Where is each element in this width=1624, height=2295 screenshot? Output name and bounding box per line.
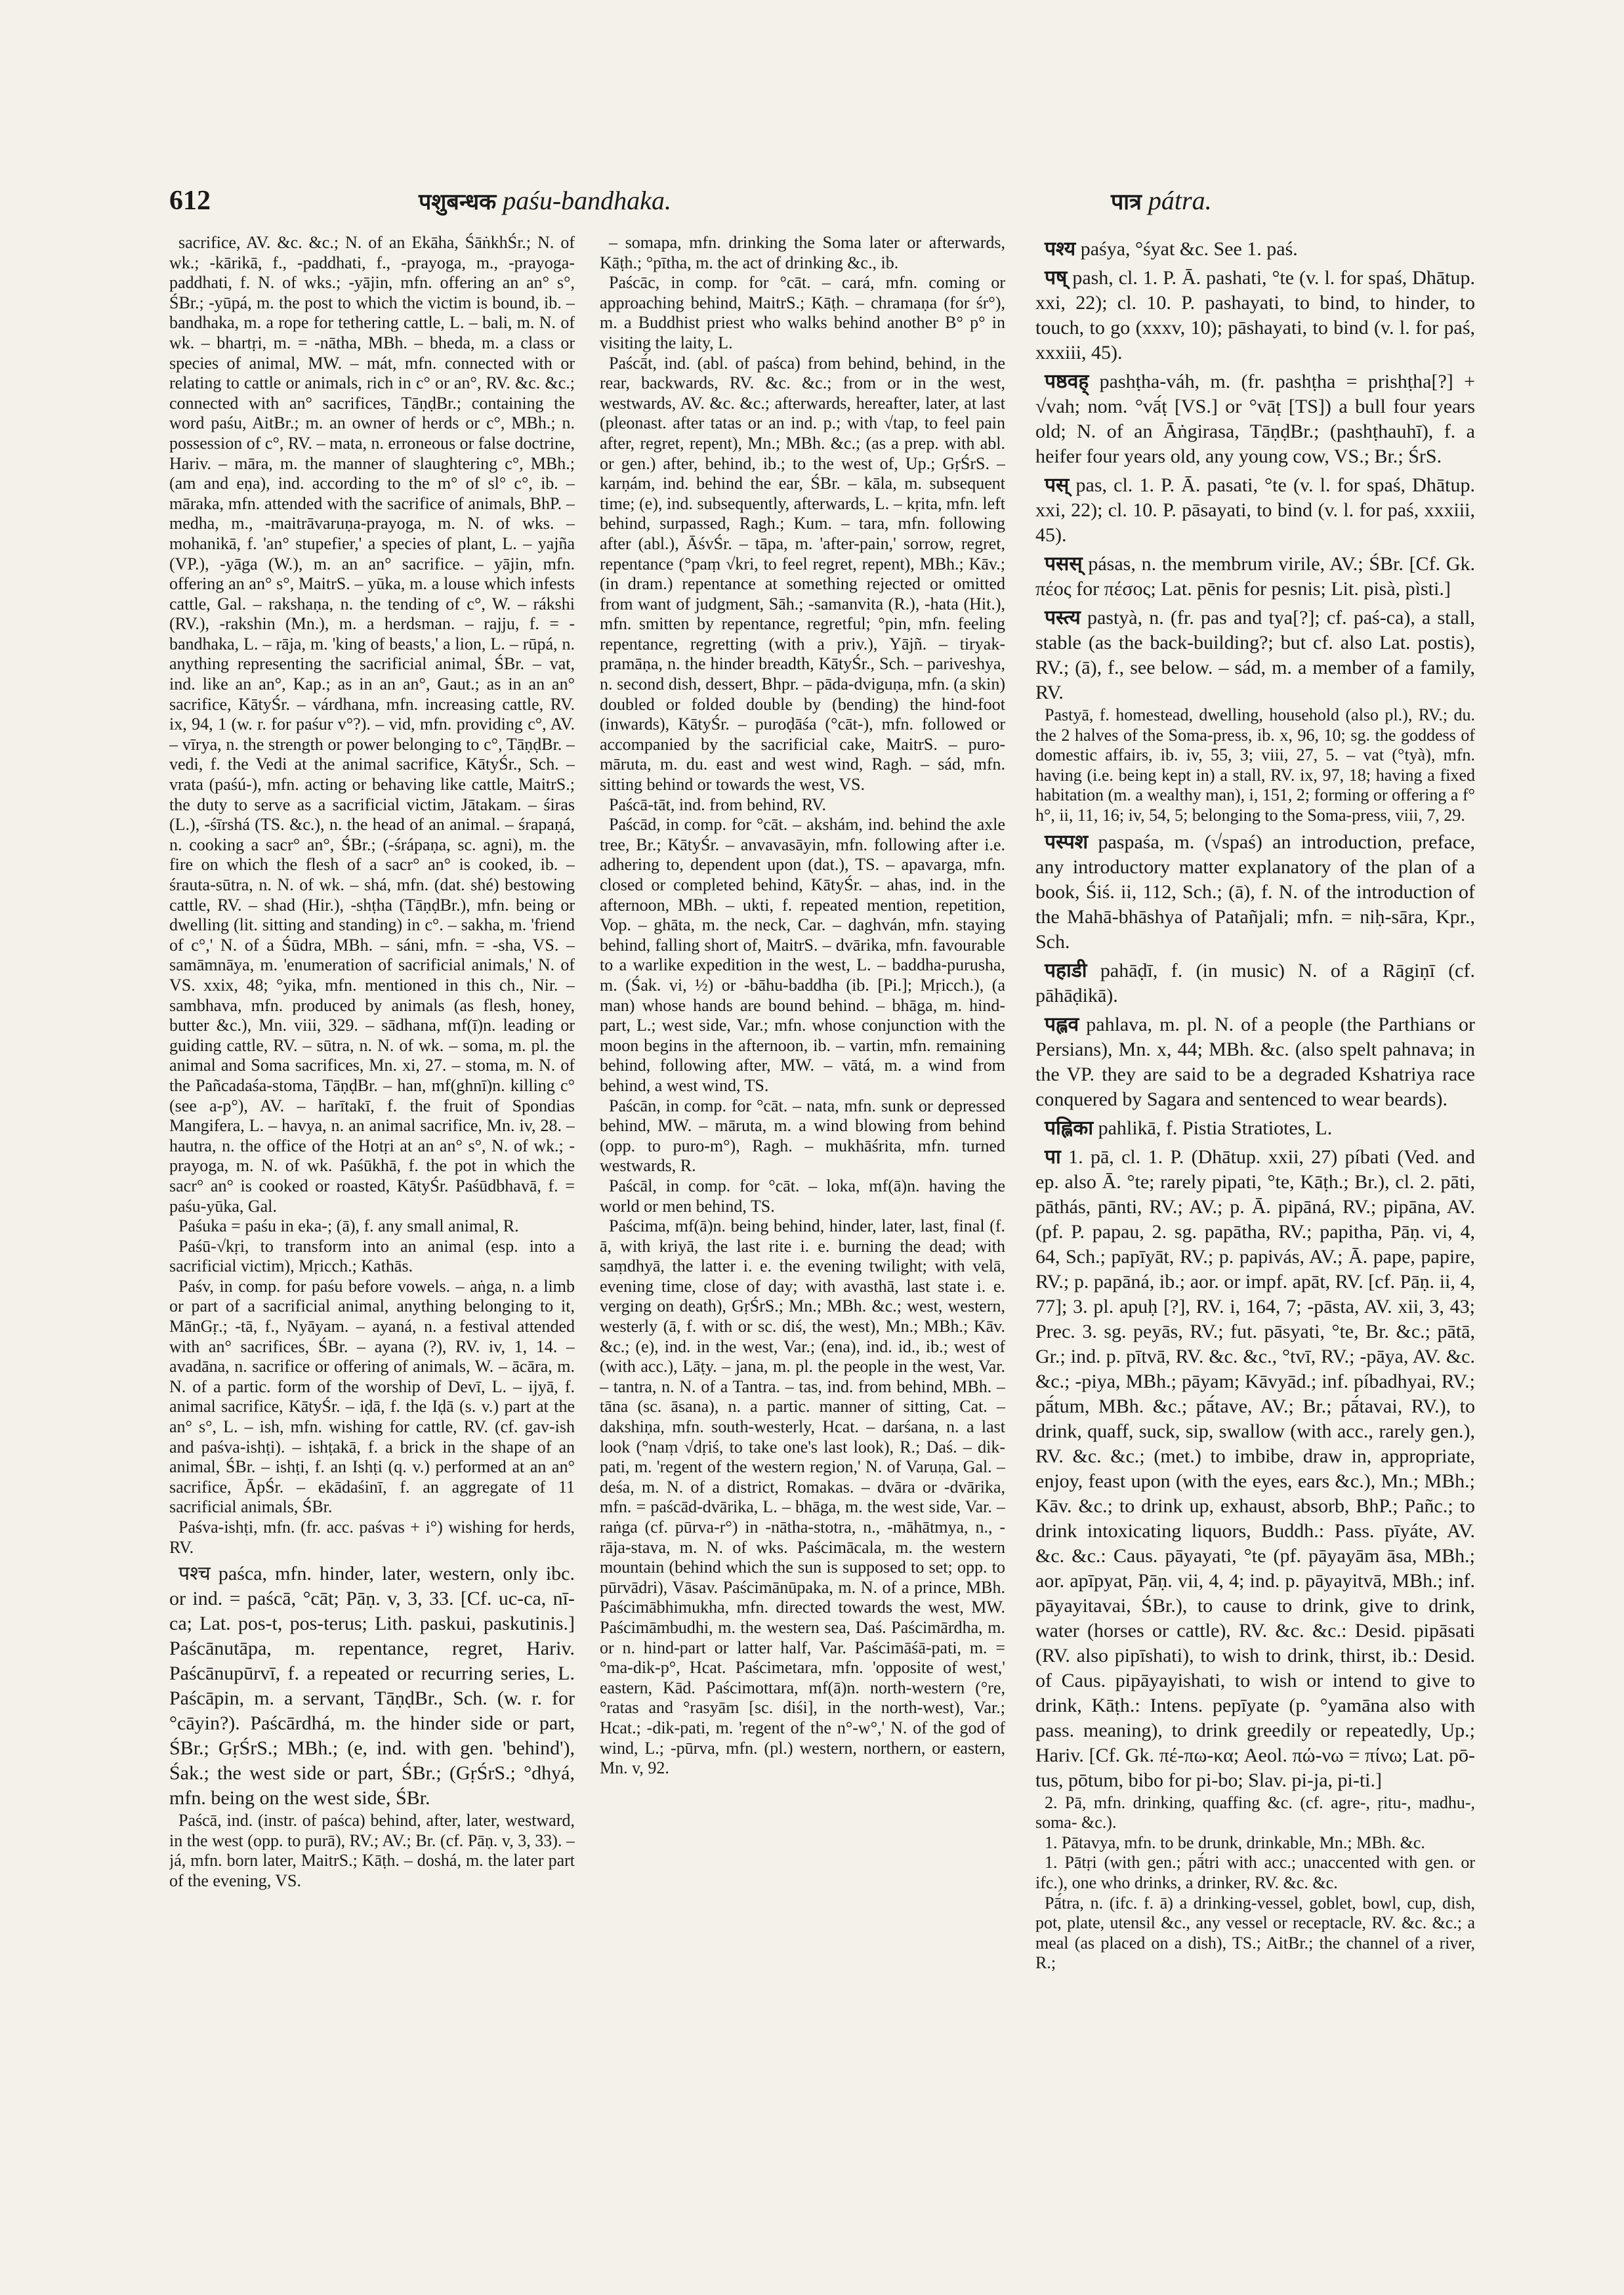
entry-paragraph-main bbox=[1035, 1116, 1475, 1141]
headword-devanagari: पश्य bbox=[1045, 238, 1076, 260]
left-head-translit: paśu-bandhaka. bbox=[503, 186, 671, 215]
entry-paragraph: Paśuka = paśu in eka-; (ā), f. any small animal, R. bbox=[178, 1216, 519, 1236]
entry-paragraph: Paśū-√kṛi, to transform into an animal (esp. into a sacrificial victim), Mṛicch.; Kathās. bbox=[169, 1236, 575, 1276]
entry-text: paspaśa, m. (√spaś) an introduction, preface, any introductory matter explanatory of the plan of a book, Śiś. ii, 112, Sch.; (ā), f. N. of the introduction of the Mahā-bhāshya of Patañjali; mfn. = niḥ-sāra, Kpr., Sch. bbox=[1035, 831, 1475, 953]
entry-paragraph: Paścād, in comp. for °cāt. – akshám, ind. behind the axle tree, Br.; KātyŚr. – anvavasāyin, mfn. following after i.e. adhering to, dependent upon (dat.), TS. – apavarga, mfn. closed or completed behind, KātyŚr. – ahas, ind. in the afternoon, MBh. – ukti, f. repeated mention, repetition, Vop. – ghāta, m. the neck, Car. – daghván, mfn. staying behind, falling short of, MaitrS. – dvārika, mfn. favourable to a warlike expedition in the west, L. – baddha-purusha, m. (Śak. vi, ½) or -bāhu-baddha (ib. [Pi.]; Mṛicch.), (a man) whose hands are bound behind. – bhāga, m. hind-part, L.; west side, Var.; mfn. whose conjunction with the moon begins in the afternoon, ib. – vartin, mfn. remaining behind, following after, MW. – vātá, m. a wind from behind, a west wind, TS. bbox=[600, 815, 1005, 1095]
entry-paragraph: Paścāc, in comp. for °cāt. – cará, mfn. coming or approaching behind, MaitrS.; Kāṭh. – chramaṇa (for śr°), m. a Buddhist priest who walks behind another B° p° in visiting the laity, L. bbox=[600, 273, 1005, 352]
entry-paragraph: Paścā́t, ind. (abl. of paśca) from behind, behind, in the rear, backwards, RV. &c. &c.; from or in the west, westwards, AV. &c. &c.; afterwards, hereafter, later, at last (pleonast. after tatas or an ind. p.; with √tap, to feel pain after, regret, repent), Mn.; MBh. &c.; (as a prep. with abl. or gen.) after, behind, ib.; to the west of, Up.; GṛŚrS. – karṇám, ind. behind the ear, ŚBr. – kāla, m. subsequent time; (e), ind. subsequently, afterwards, L. – kṛita, mfn. left behind, surpassed, Ragh.; Kum. – tara, mfn. following after (abl.), ĀśvŚr. – tāpa, m. 'after-pain,' sorrow, regret, repentance (°paṃ √kri, to feel regret, repent), MBh.; Kāv.; (in dram.) repentance at something rejected or omitted from want of judgment, Sāh.; -samanvita (R.), -hata (Hit.), mfn. smitten by repentance, regretful; °pin, mfn. feeling repentance, regretting (with a priv.), Yājñ. – tiryak-pramāṇa, n. the hinder breadth, KātyŚr., Sch. – pariveshya, n. second dish, dessert, Bhpr. – pāda-dviguṇa, mfn. (a skin) doubled or folded double by (bending) the hind-foot (inwards), KātyŚr. – puroḍāśa (°cāt-), mfn. followed or accompanied by the sacrificial cake, MaitrS. – puro-māruta, m. du. east and west wind, Ragh. – sád, mfn. sitting behind or towards the west, VS. bbox=[600, 353, 1005, 795]
entry-paragraph: Paścima, mf(ā)n. being behind, hinder, later, last, final (f. ā, with kriyā, the last rite i. e. burning the dead; with saṃdhyā, the latter i. e. the evening twilight; with velā, evening time, close of day; with avasthā, last state i. e. verging on death), GṛŚrS.; Mn.; MBh. &c.; west, western, westerly (ā, f. with or sc. diś, the west), Mn.; MBh.; Kāv. &c.; (e), ind. in the west, Var.; (ena), ind. id., ib.; west of (with acc.), Lāṭy. – jana, m. pl. the people in the west, Var. – tantra, n. N. of a Tantra. – tas, ind. from behind, MBh. – tāna (sc. āsana), n. a partic. manner of sitting, Cat. – dakshiṇa, mfn. south-westerly, Hcat. – darśana, n. a last look (°naṃ √dṛiś, to take one's last look), R.; Daś. – dik-pati, m. 'regent of the western region,' N. of Varuṇa, Gal. – deśa, m. N. of a district, Romakas. – dvāra or -dvārika, mfn. = paścād-dvārika, L. – bhāga, m. the west side, Var. – raṅga (cf. pūrva-r°) in -nātha-stotra, n., -māhātmya, n., -rāja-stava, m. N. of wks. Paścimācala, m. the western mountain (behind which the sun is supposed to set; opp. to pūrvādri), Vāsav. Paścimānūpaka, m. N. of a prince, MBh. Paścimābhimukha, mfn. directed towards the west, MW. Paścimāmbudhi, m. the western sea, Daś. Paścimārdha, m. or n. hind-part or latter half, Var. Paścimāśā-pati, m. = °ma-dik-p°, Hcat. Paścimetara, mfn. 'opposite of west,' eastern, Kād. Paścimottara, mf(ā)n. north-western (°re, °ratas and °rasyām [sc. diśi], in the north-west), Var.; Hcat.; -dik-pati, m. 'regent of the n°-w°,' N. of the god of wind, L.; -pūrva, mfn. (pl.) western, northern, or eastern, Mn. v, 92. bbox=[600, 1216, 1005, 1778]
entry-paragraph-main bbox=[1035, 606, 1475, 705]
entry-paragraph bbox=[1035, 1893, 1475, 1974]
entry-paragraph: Paścā-tāt, ind. from behind, RV. bbox=[609, 795, 827, 814]
column-right bbox=[1035, 233, 1475, 2237]
entry-paragraph-main bbox=[1035, 959, 1475, 1008]
entry-paragraph-main bbox=[1035, 369, 1475, 469]
entry-text: pas, cl. 1. P. Ā. pasati, °te (v. l. for spaś, Dhātup. xxi, 22); cl. 10. P. pāsayati, to bind (v. l. for paś, xxxiii, 45). bbox=[1035, 474, 1475, 546]
entry-text: pash, cl. 1. P. Ā. pashati, °te (v. l. for spaś, Dhātup. xxi, 22); cl. 10. P. pashayati, to bind, to hinder, to touch, to go (xxxv, 10); pāshayati, to bind (v. l. for paś, xxxiii, 45). bbox=[1035, 267, 1475, 363]
column-left bbox=[169, 233, 575, 2237]
entry-paragraph bbox=[1035, 1833, 1475, 1853]
column-middle bbox=[600, 233, 1005, 2237]
headword-devanagari: पहाडी bbox=[1045, 959, 1087, 982]
entry-paragraph-main bbox=[1035, 266, 1475, 365]
headword-devanagari: पह्लव bbox=[1045, 1012, 1079, 1036]
headword-devanagari: पह्लिका bbox=[1045, 1116, 1094, 1140]
entry-paragraph: Paśv, in comp. for paśu before vowels. – aṅga, n. a limb or part of a sacrificial animal, anything belonging to it, MānGṛ.; -tā, f., Nyāyam. – ayaná, n. a festival attended with an° sacrifices, ŚBr. – ayana (?), RV. iv, 1, 14. – avadāna, n. sacrifice or offering of animals, W. – ācāra, m. N. of a partic. form of the worship of Devī, L. – ijyā, f. animal sacrifice, KātyŚr. – iḍā, f. the Iḍā (s. v.) part at the an° s°, L. – ish, mfn. wishing for cattle, RV. (cf. gav-ish and paśva-ishṭi). – ishṭakā, f. a brick in the shape of an animal, ŚBr. – ishṭi, f. an Ishṭi (q. v.) performed at an an° sacrifice, ĀpŚr. – ekādaśinī, f. an aggregate of 11 sacrificial animals, ŚBr. bbox=[169, 1276, 575, 1517]
entry-paragraph-main bbox=[1035, 1012, 1475, 1112]
page-header bbox=[169, 181, 1475, 227]
right-head-translit: pátra. bbox=[1148, 186, 1212, 215]
entry-paragraph-main bbox=[1035, 473, 1475, 548]
entry-paragraph: Paśva-ishṭi, mfn. (fr. acc. paśvas + i°) wishing for herds, RV. bbox=[169, 1518, 575, 1557]
entry-paragraph bbox=[1035, 1853, 1475, 1893]
right-head-devanagari: पात्र bbox=[1111, 189, 1142, 215]
left-running-head bbox=[419, 181, 671, 222]
entry-text: Pā́tra, n. (ifc. f. ā) a drinking-vessel, goblet, bowl, cup, dish, pot, plate, utensil &c., any vessel or receptacle, RV. &c. &c.; a meal (as placed on a dish), TS.; AitBr.; the channel of a river, R.; bbox=[1035, 1893, 1475, 1973]
entry-text: 1. Pātavya, mfn. to be drunk, drinkable, Mn.; MBh. &c. bbox=[1045, 1832, 1425, 1852]
entry-paragraph bbox=[1035, 1793, 1475, 1833]
entry-text: pahlikā, f. Pistia Stratiotes, L. bbox=[1098, 1117, 1333, 1139]
entry-paragraph-main bbox=[1035, 1145, 1475, 1793]
entry-paragraph-main: पश्च paśca, mfn. hinder, later, western, only ibc. or ind. = paścā, °cāt; Pāṇ. v, 3, 33. [Cf. uc-ca, nī-ca; Lat. pos-t, pos-terus; Lith. paskui, paskutinis.] Paścānutāpa, m. repentance, regret, Hariv. Paścānupūrvī, f. a repeated or recurring series, L. Paścāpin, m. a servant, TāṇḍBr., Sch. (w. r. for °cāyin?). Paścārdhá, m. the hinder side or part, ŚBr.; GṛŚrS.; MBh.; (e, ind. with gen. 'behind'), Śak.; the west side or part, ŚBr.; (GṛŚrS.; °dhyá, mfn. being on the west side, ŚBr. bbox=[169, 1563, 575, 1809]
page-number: 612 bbox=[169, 186, 211, 216]
headword-devanagari: पष्ठवह् bbox=[1045, 370, 1089, 393]
headword-devanagari: पा bbox=[1045, 1145, 1061, 1168]
entry-paragraph-main bbox=[1035, 552, 1475, 602]
right-running-head bbox=[1111, 181, 1212, 222]
entry-paragraph bbox=[1035, 705, 1475, 826]
entry-paragraph: sacrifice, AV. &c. &c.; N. of an Ekāha, ŚāṅkhŚr.; N. of wk.; -kārikā, f., -paddhati, f., -prayoga, m., -prayoga-paddhati, f. N. of wks.; -yājin, mfn. offering an an° s°, ŚBr.; -yūpá, m. the post to which the victim is bound, ib. – bandhaka, m. a rope for tethering cattle, L. – bali, m. N. of wk. – bhartṛi, m. = -nātha, MBh. – bheda, m. a class or species of animal, MW. – mát, mfn. connected with or relating to cattle or animals, rich in c° or an°, RV. &c. &c.; connected with an° sacrifices, TāṇḍBr.; containing the word paśu, AitBr.; m. an owner of herds or c°, MBh.; n. possession of c°, RV. – mata, n. erroneous or false doctrine, Hariv. – māra, m. the manner of slaughtering c°, MBh.; (am and eṇa), ind. according to the m° of sl° c°, ib. – māraka, mfn. attended with the sacrifice of animals, BhP. – medha, m., -maitrāvaruṇa-prayoga, m. N. of wks. – mohanikā, f. 'an° stupefier,' a species of plant, L. – yajña (VP.), -yāga (W.), m. an an° sacrifice. – yājin, mfn. offering an an° s°, MaitrS. – yūka, m. a louse which infests cattle, Gal. – rakshaṇa, n. the tending of c°, W. – rákshi (RV.), -rakshin (Mn.), m. a herdsman. – rajju, f. = -bandhaka, L. – rāja, m. 'king of beasts,' a lion, L. – rūpá, n. anything representing the sacrificial animal, ŚBr. – vat, ind. like an an°, Kap.; as in an an°, Gaut.; as in an an° sacrifice, KātyŚr. – várdhana, mfn. increasing cattle, RV. ix, 94, 1 (w. r. for paśur v°?). – vid, mfn. providing c°, AV. – vīrya, n. the strength or power belonging to c°, TāṇḍBr. – vedi, f. the Vedi at the animal sacrifice, KātyŚr., Sch. – vrata (paśú-), mfn. acting or behaving like cattle, MaitrS.; the duty to serve as a sacrificial victim, Jātakam. – śiras (L.), -śīrshá (TS. &c.), n. the head of an animal. – śrapaṇá, n. cooking a sacr° an°, ŚBr.; (-śrápaṇa, sc. agni), m. the fire on which the flesh of a sacr° an° is cooked, ib. – śrauta-sūtra, n. N. of wk. – shá, mfn. (dat. shé) bestowing cattle, RV. – shad (Hir.), -shṭha (TāṇḍBr.), mfn. being or dwelling (lit. sitting and standing) in c°. – sakha, m. 'friend of c°,' N. of a Śūdra, MBh. – sáni, mfn. = -sha, VS. – samāmnāya, m. 'enumeration of sacrificial animals,' N. of VS. xxix, 48; °yika, mfn. mentioned in this ch., Nir. – sambhava, mfn. produced by animals (as flesh, honey, butter &c.), Mn. viii, 329. – sādhana, mf(ī)n. leading or guiding cattle, RV. – sūtra, n. N. of wk. – soma, m. pl. the animal and Soma sacrifices, Mn. xi, 27. – stoma, m. N. of the Pañcadaśa-stoma, TāṇḍBr. – han, mf(ghnī)n. killing c° (see a-p°), AV. – harītakī, f. the fruit of Spondias Mangifera, L. – havya, n. an animal sacrifice, Mn. iv, 28. – hautra, n. the office of the Hotṛi at an an° s°, N. of wk.; -prayoga, m. N. of wk. Paśūkhā, f. the pot in which the sacr° an° is cooked or roasted, KātyŚr. Paśūdbhavā, f. = paśu-yūka, Gal. bbox=[169, 233, 575, 1216]
entry-text: 2. Pā, mfn. drinking, quaffing &c. (cf. agre-, ṛitu-, madhu-, soma- &c.). bbox=[1035, 1792, 1475, 1832]
entry-paragraph: Paścāl, in comp. for °cāt. – loka, mf(ā)n. having the world or men behind, TS. bbox=[600, 1176, 1005, 1216]
entry-paragraph: Paścā, ind. (instr. of paśca) behind, after, later, westward, in the west (opp. to purā), RV.; AV.; Br. (cf. Pāṇ. v, 3, 33). – já, mfn. born later, MaitrS.; Kāṭh. – doshá, m. the later part of the evening, VS. bbox=[169, 1811, 575, 1890]
entry-text: pastyà, n. (fr. pas and tya[?]; cf. paś-ca), a stall, stable (as the back-building?; but cf. also Lat. postis), RV.; (ā), f., see below. – sád, m. a member of a family, RV. bbox=[1035, 607, 1475, 703]
entry-text: pashṭha-váh, m. (fr. pashṭha = prishṭha[?] + √vah; nom. °vā́ṭ [VS.] or °vāṭ [TS]) a bull four years old; N. of an Āṅgirasa, TāṇḍBr.; (pashṭhauhī), f. a heifer four years old, any young cow, VS.; Br.; ŚrS. bbox=[1035, 371, 1475, 467]
entry-text: 1. Pātṛi (with gen.; pā́tri with acc.; unaccented with gen. or ifc.), one who drinks, a drinker, RV. &c. &c. bbox=[1035, 1853, 1475, 1892]
entry-paragraph-main bbox=[1035, 237, 1475, 262]
entry-text: pahāḍī, f. (in music) N. of a Rāgiṇī (cf. pāhāḍikā). bbox=[1035, 959, 1475, 1006]
headword-devanagari: पस् bbox=[1045, 474, 1070, 497]
entry-paragraph-main bbox=[1035, 830, 1475, 955]
headword-devanagari: पस्पश bbox=[1045, 830, 1089, 854]
headword-devanagari: पसस् bbox=[1045, 552, 1083, 575]
entry-text: paśya, °śyat &c. See 1. paś. bbox=[1080, 238, 1298, 260]
entry-text: 1. pā, cl. 1. P. (Dhātup. xxii, 27) píbati (Ved. and ep. also Ā. °te; rarely pipati, °te, Kāṭh.; Br.), cl. 2. pāti, pāthás, pānti, RV.; AV.; p. Ā. pipāná, RV.; pipāna, AV. (pf. P. papau, 2. sg. papātha, RV.; papitha, Pāṇ. vi, 4, 64, Sch.; papīyāt, RV.; p. papivás, AV.; Ā. pape, papire, RV.; p. papāná, ib.; aor. or impf. apāt, RV. [cf. Pāṇ. ii, 4, 77]; 3. pl. apuḥ [?], RV. i, 164, 7; -pāsta, AV. xii, 3, 43; Prec. 3. sg. peyās, RV.; fut. pāsyati, °te, Br. &c.; pātā, Gr.; ind. p. pītvā, RV. &c. &c., °tvī, RV.; -pāya, AV. &c. &c.; -piya, MBh.; pāyam; Kāvyād.; inf. píbadhyai, RV.; pā́tum, MBh. &c.; pā́tave, AV.; Br.; pā́tavai, RV.), to drink, quaff, suck, sip, swallow (with acc., rarely gen.), RV. &c. &c.; (met.) to imbibe, draw in, appropriate, enjoy, feast upon (with the eyes, ears &c.), Mn.; MBh.; Kāv. &c.; to drink up, exhaust, absorb, BhP.; Pañc.; to drink intoxicating liquors, Buddh.: Pass. pīyáte, AV. &c. &c.: Caus. pāyayati, °te (pf. pāyayām āsa, MBh.; aor. apīpyat, Pāṇ. vii, 4, 4; ind. p. pāyayitvā, MBh.; inf. pāyayitavai, ŚBr.), to cause to drink, give to drink, water (horses or cattle), RV. &c. &c.: Desid. pipāsati (RV. also pipīshati), to wish to drink, thirst, ib.: Desid. of Caus. pipāyayishati, to wish or intend to give to drink, Kāṭh.: Intens. pepīyate (p. °yamāna also with pass. meaning), to drink greedily or repeatedly, Up.; Hariv. [Cf. Gk. πέ-πω-κα; Aeol. πώ-νω = πίνω; Lat. pō-tus, pōtum, bibo for pi-bo; Slav. pi-ja, pi-ti.] bbox=[1035, 1146, 1475, 1791]
entry-text: pásas, n. the membrum virile, AV.; ŚBr. [Cf. Gk. πέος for πέσος; Lat. pēnis for pesnis; Lit. pisà, pìsti.] bbox=[1035, 553, 1475, 600]
entry-paragraph: – somapa, mfn. drinking the Soma later or afterwards, Kāṭh.; °pītha, m. the act of drinking &c., ib. bbox=[600, 233, 1005, 272]
headword-devanagari: पस्त्य bbox=[1045, 606, 1081, 629]
entry-paragraph: Paścān, in comp. for °cāt. – nata, mfn. sunk or depressed behind, MW. – māruta, m. a wind blowing from behind (opp. to puro-m°), Ragh. – mukhāśrita, mfn. turned westwards, R. bbox=[600, 1096, 1005, 1176]
entry-text: Pastyā, f. homestead, dwelling, household (also pl.), RV.; du. the 2 halves of the Soma-press, ib. x, 96, 10; sg. the goddess of domestic affairs, ib. iv, 55, 3; viii, 27, 5. – vat (°tyà), mfn. having (i.e. being kept in) a stall, RV. ix, 97, 18; having a fixed habitation (m. a wealthy man), i, 151, 2; forming or offering a f° h°, ii, 11, 16; iv, 54, 5; belonging to the Soma-press, viii, 7, 29. bbox=[1035, 705, 1475, 825]
headword-devanagari: पष् bbox=[1045, 266, 1068, 289]
text-columns bbox=[169, 233, 1475, 2237]
left-head-devanagari: पशुबन्धक bbox=[419, 189, 497, 215]
entry-text: pahlava, m. pl. N. of a people (the Parthians or Persians), Mn. x, 44; MBh. &c. (also spelt pahnava; in the VP. they are said to be a degraded Kshatriya race conquered by Sagara and sentenced to wear beards). bbox=[1035, 1013, 1475, 1110]
